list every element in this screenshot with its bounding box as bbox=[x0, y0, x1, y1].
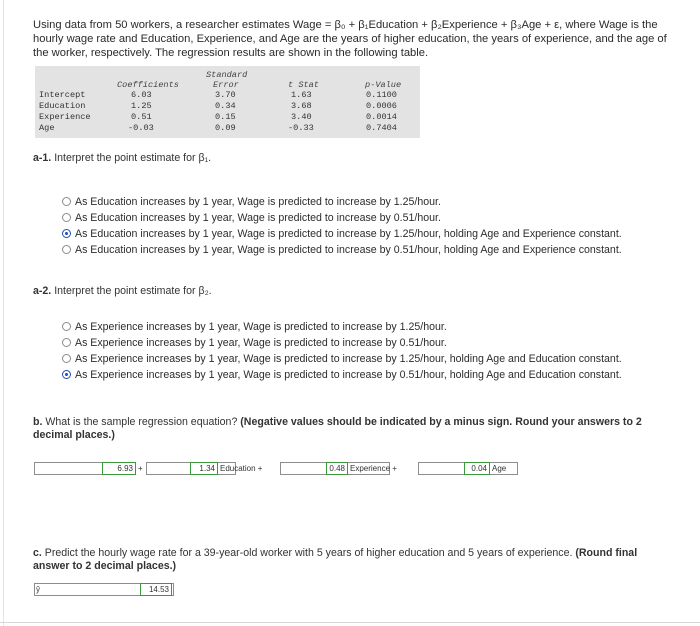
radio-icon[interactable] bbox=[62, 322, 71, 331]
question-b-label bbox=[33, 416, 673, 442]
row-t: 3.40 bbox=[291, 112, 312, 122]
row-label: Intercept bbox=[39, 90, 86, 100]
row-coef: 6.03 bbox=[131, 90, 152, 100]
a1-option-4[interactable] bbox=[62, 244, 622, 256]
a1-option-text: As Education increases by 1 year, Wage is predicted to increase by 1.25/hour. bbox=[75, 196, 441, 208]
a1-option-3[interactable] bbox=[62, 228, 622, 240]
header-standard: Standard bbox=[206, 70, 248, 80]
age-label: Age bbox=[492, 464, 507, 473]
question-c-label bbox=[33, 547, 673, 573]
row-label: Education bbox=[39, 101, 86, 111]
radio-selected-icon[interactable] bbox=[62, 370, 71, 379]
row-se: 3.70 bbox=[215, 90, 236, 100]
question-a1-label bbox=[33, 152, 211, 164]
question-b-text: What is the sample regression equation? bbox=[42, 416, 241, 428]
header-error: Error bbox=[213, 80, 239, 90]
a1-option-text: As Education increases by 1 year, Wage is predicted to increase by 0.51/hour. bbox=[75, 212, 441, 224]
row-t: 3.68 bbox=[291, 101, 312, 111]
header-t-stat: t Stat bbox=[288, 80, 319, 90]
radio-icon[interactable] bbox=[62, 213, 71, 222]
a1-option-2[interactable] bbox=[62, 212, 441, 224]
header-p-value: p-Value bbox=[365, 80, 402, 90]
row-se: 0.15 bbox=[215, 112, 236, 122]
a2-option-1[interactable] bbox=[62, 321, 447, 333]
row-p: 0.1100 bbox=[366, 90, 397, 100]
row-p: 0.0006 bbox=[366, 101, 397, 111]
a2-option-text: As Experience increases by 1 year, Wage is predicted to increase by 0.51/hour, holding Age and Education constant. bbox=[75, 369, 622, 381]
a1-option-text: As Education increases by 1 year, Wage is predicted to increase by 0.51/hour, holding Age and Experience constant. bbox=[75, 244, 622, 256]
question-a1-prefix: a-1. bbox=[33, 152, 52, 164]
question-b-prefix: b. bbox=[33, 416, 43, 428]
experience-label: Experience + bbox=[350, 464, 397, 473]
a2-option-text: As Experience increases by 1 year, Wage is predicted to increase by 1.25/hour. bbox=[75, 321, 447, 333]
question-c-text: Predict the hourly wage rate for a 39-year-old worker with 5 years of higher education and 5 years of experience. bbox=[41, 547, 576, 559]
a2-option-2[interactable] bbox=[62, 337, 447, 349]
a2-option-3[interactable] bbox=[62, 353, 622, 365]
a1-option-text: As Education increases by 1 year, Wage is predicted to increase by 1.25/hour, holding Age and Experience constant. bbox=[75, 228, 622, 240]
bottom-divider bbox=[0, 622, 700, 623]
radio-icon[interactable] bbox=[62, 197, 71, 206]
question-c-prefix: c. bbox=[33, 547, 42, 559]
a2-option-text: As Experience increases by 1 year, Wage is predicted to increase by 0.51/hour. bbox=[75, 337, 447, 349]
row-t: -0.33 bbox=[288, 123, 314, 133]
experience-coef-input[interactable]: 0.48 bbox=[326, 462, 348, 475]
question-a1-text: Interpret the point estimate for β₁. bbox=[51, 152, 212, 164]
radio-icon[interactable] bbox=[62, 338, 71, 347]
row-se: 0.09 bbox=[215, 123, 236, 133]
prediction-input[interactable]: 14.53 bbox=[140, 583, 172, 596]
age-coef-input[interactable]: 0.04 bbox=[464, 462, 490, 475]
question-b-instructions: (Negative values should be indicated by a minus sign. Round your answers to 2 decimal places.) bbox=[33, 416, 642, 441]
intro-text: Using data from 50 workers, a researcher estimates Wage = β₀ + β₁Education + β₂Experience + β₃Age + ε, where Wage is the hourly wage rate and Education, Experience, and Age are the years of higher education, the years of experience, and the age of the worker, respectively. The regression results are shown in the following table. bbox=[33, 19, 667, 59]
radio-icon[interactable] bbox=[62, 354, 71, 363]
row-coef: 0.51 bbox=[131, 112, 152, 122]
regression-table bbox=[35, 66, 420, 138]
row-coef: -0.03 bbox=[128, 123, 154, 133]
a2-option-text: As Experience increases by 1 year, Wage is predicted to increase by 1.25/hour, holding Age and Education constant. bbox=[75, 353, 622, 365]
plus-sign: + bbox=[138, 464, 143, 473]
radio-selected-icon[interactable] bbox=[62, 229, 71, 238]
question-a2-label bbox=[33, 285, 212, 297]
row-se: 0.34 bbox=[215, 101, 236, 111]
row-t: 1.63 bbox=[291, 90, 312, 100]
row-p: 0.0014 bbox=[366, 112, 397, 122]
radio-icon[interactable] bbox=[62, 245, 71, 254]
row-p: 0.7404 bbox=[366, 123, 397, 133]
row-label: Experience bbox=[39, 112, 91, 122]
education-coef-input[interactable]: 1.34 bbox=[190, 462, 218, 475]
education-label: Education + bbox=[220, 464, 263, 473]
intercept-input[interactable]: 6.93 bbox=[102, 462, 136, 475]
left-border bbox=[3, 0, 4, 626]
header-coefficients: Coefficients bbox=[117, 80, 179, 90]
a1-option-1[interactable] bbox=[62, 196, 441, 208]
question-c-instructions: (Round final answer to 2 decimal places.) bbox=[33, 547, 638, 572]
a2-option-4[interactable] bbox=[62, 369, 622, 381]
question-a2-prefix: a-2. bbox=[33, 285, 52, 297]
question-a2-text: Interpret the point estimate for β₂. bbox=[51, 285, 212, 297]
row-label: Age bbox=[39, 123, 55, 133]
yhat-c-label: ŷ bbox=[36, 585, 40, 594]
row-coef: 1.25 bbox=[131, 101, 152, 111]
